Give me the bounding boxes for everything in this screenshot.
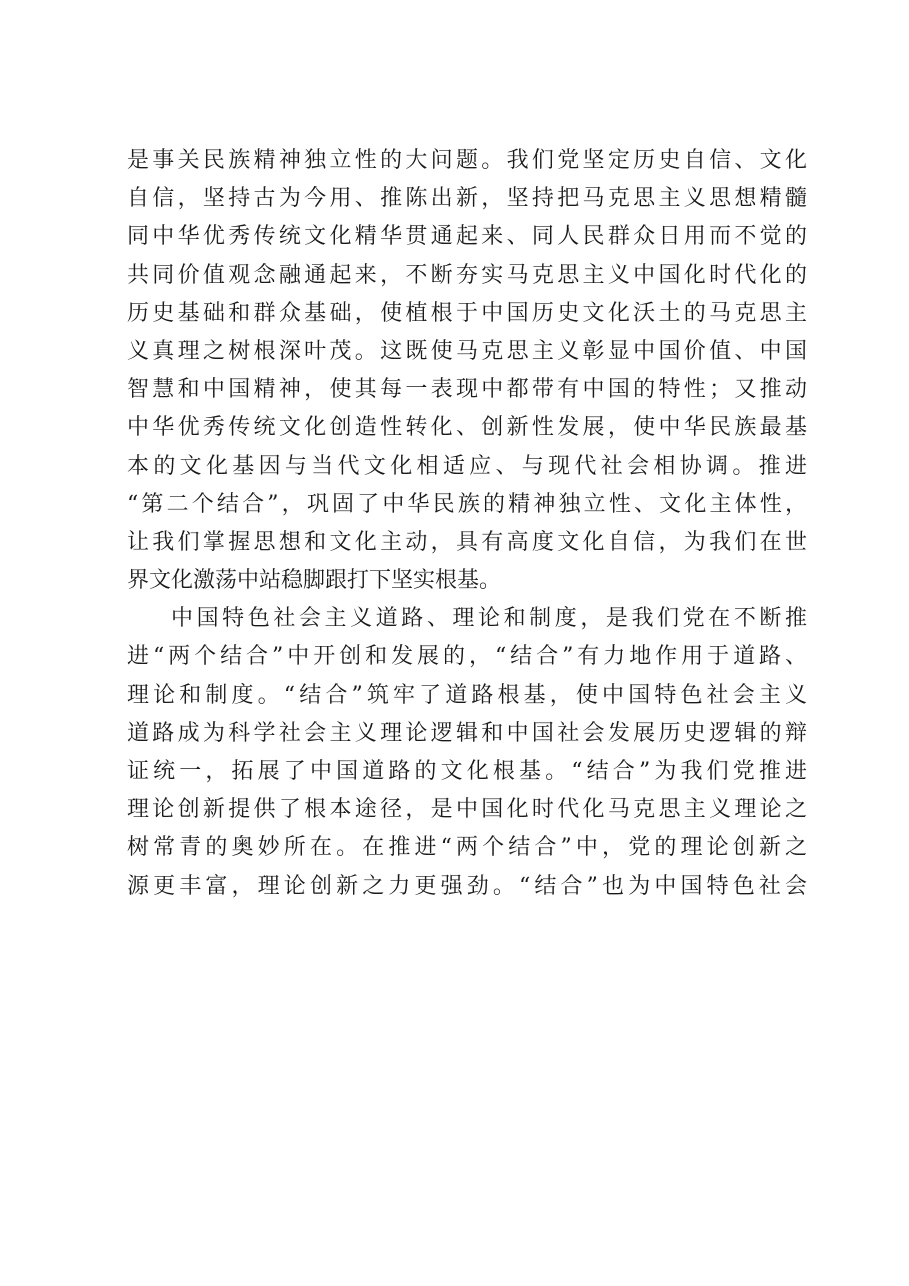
paragraph-1 bbox=[127, 142, 807, 600]
text-line: 证统一，拓展了中国道路的文化根基。“结合”为我们党推进 bbox=[127, 759, 807, 784]
text-line: 道路成为科学社会主义理论逻辑和中国社会发展历史逻辑的辩 bbox=[127, 720, 807, 746]
text-line: “第二个结合”，巩固了中华民族的精神独立性、文化主体性， bbox=[127, 491, 807, 517]
text-line: 本的文化基因与当代文化相适应、与现代社会相协调。推进 bbox=[127, 453, 807, 479]
text-line: 中国特色社会主义道路、理论和制度，是我们党在不断推 bbox=[171, 606, 807, 632]
text-line: 理论创新提供了根本途径，是中国化时代化马克思主义理论之 bbox=[127, 797, 807, 823]
text-line: 让我们掌握思想和文化主动，具有高度文化自信，为我们在世 bbox=[127, 529, 807, 555]
text-line: 源更丰富，理论创新之力更强劲。“结合”也为中国特色社会 bbox=[127, 873, 807, 899]
text-line: 自信，坚持古为今用、推陈出新，坚持把马克思主义思想精髓 bbox=[127, 186, 807, 212]
text-line: 树常青的奥妙所在。在推进“两个结合”中，党的理论创新之 bbox=[127, 835, 807, 861]
text-line: 理论和制度。“结合”筑牢了道路根基，使中国特色社会主义 bbox=[127, 682, 807, 708]
text-line: 智慧和中国精神，使其每一表现中都带有中国的特性；又推动 bbox=[127, 377, 807, 403]
paragraph-2 bbox=[127, 600, 807, 906]
text-line: 界文化激荡中站稳脚跟打下坚实根基。 bbox=[127, 568, 502, 594]
text-line: 同中华优秀传统文化精华贯通起来、同人民群众日用而不觉的 bbox=[127, 224, 807, 250]
document-body bbox=[127, 142, 807, 906]
text-line: 历史基础和群众基础，使植根于中国历史文化沃土的马克思主 bbox=[127, 300, 807, 326]
text-line: 进“两个结合”中开创和发展的，“结合”有力地作用于道路、 bbox=[127, 644, 807, 670]
text-line: 中华优秀传统文化创造性转化、创新性发展，使中华民族最基 bbox=[127, 415, 807, 441]
text-line: 是事关民族精神独立性的大问题。我们党坚定历史自信、文化 bbox=[127, 148, 807, 173]
text-line: 共同价值观念融通起来，不断夯实马克思主义中国化时代化的 bbox=[127, 262, 807, 288]
text-line: 义真理之树根深叶茂。这既使马克思主义彰显中国价值、中国 bbox=[127, 338, 807, 364]
